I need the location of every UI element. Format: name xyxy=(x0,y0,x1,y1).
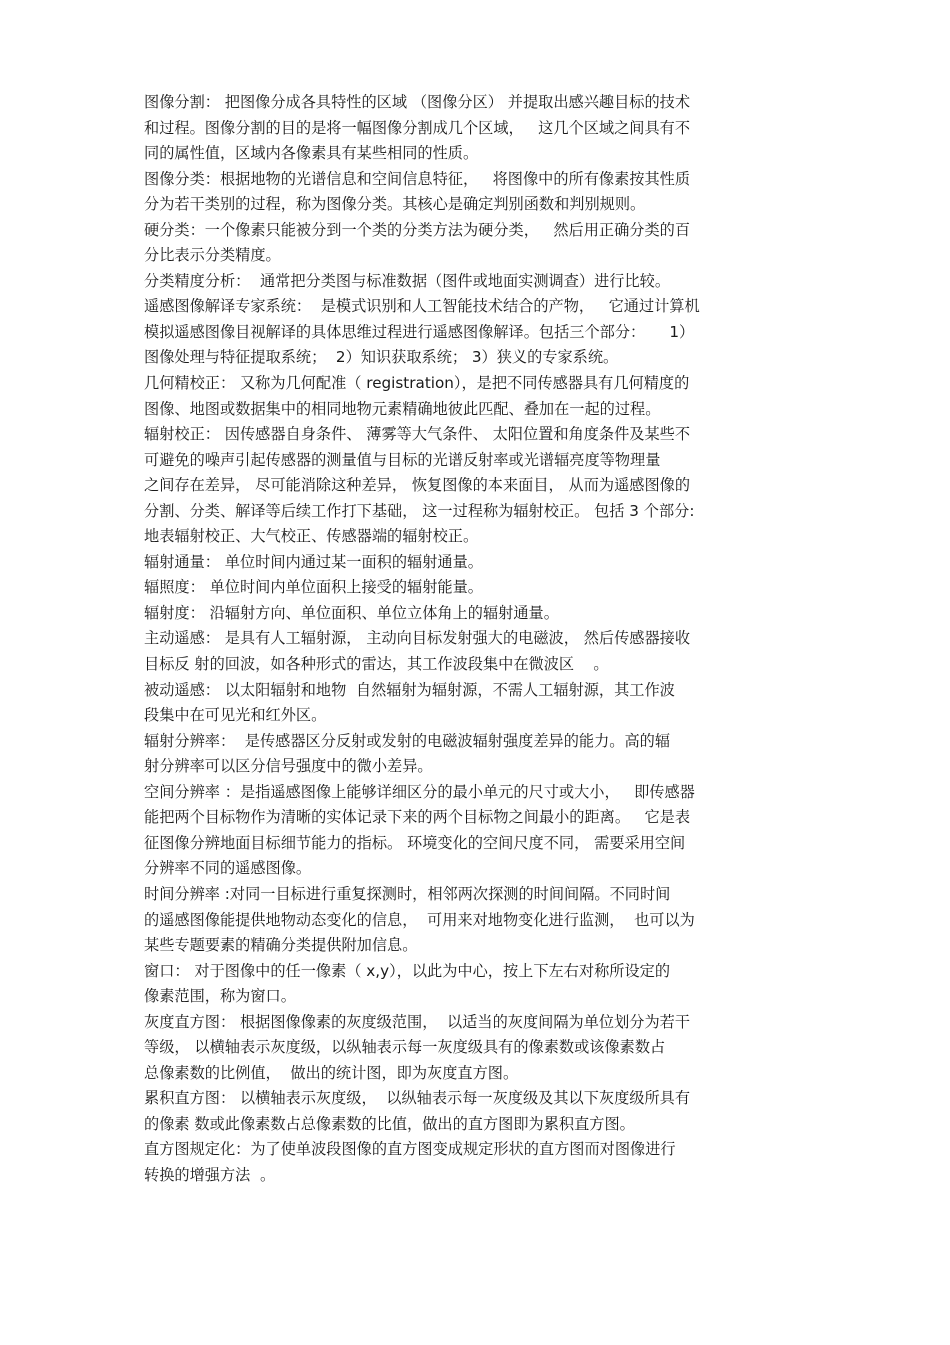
text-line: 辐射度： 沿辐射方向、单位面积、单位立体角上的辐射通量。 xyxy=(144,603,559,622)
document-body xyxy=(144,90,806,1189)
text-line: 辐射分辨率： 是传感器区分反射或发射的电磁波辐射强度差异的能力。高的辐 xyxy=(144,731,671,750)
text-line: 窗口： 对于图像中的任一像素（ x,y），以此为中心，按上下左右对称所设定的 xyxy=(144,961,671,980)
text-line: 空间分辨率 ：是指遥感图像上能够详细区分的最小单元的尺寸或大小， 即传感器 xyxy=(144,782,695,801)
text-line: 辐照度： 单位时间内单位面积上接受的辐射能量。 xyxy=(144,578,483,597)
text-line: 模拟遥感图像目视解译的具体思维过程进行遥感图像解译。包括三个部分： 1） xyxy=(144,322,695,341)
text-line: 的像素 数或此像素数占总像素数的比值，做出的直方图即为累积直方图。 xyxy=(144,1114,635,1133)
text-line: 被动遥感： 以太阳辐射和地物 自然辐射为辐射源，不需人工辐射源，其工作波 xyxy=(144,680,675,699)
text-line: 时间分辨率 :对同一目标进行重复探测时，相邻两次探测的时间间隔。不同时间 xyxy=(144,884,671,903)
text-line: 分比表示分类精度。 xyxy=(144,246,281,265)
text-line: 硬分类：一个像素只能被分到一个类的分类方法为硬分类， 然后用正确分类的百 xyxy=(144,220,691,239)
text-line: 征图像分辨地面目标细节能力的指标。 环境变化的空间尺度不同， 需要采用空间 xyxy=(144,833,686,852)
text-line: 图像、地图或数据集中的相同地物元素精确地彼此匹配、叠加在一起的过程。 xyxy=(144,399,661,418)
text-line: 分割、分类、解译等后续工作打下基础， 这一过程称为辐射校正。 包括 3 个部分: xyxy=(144,501,695,520)
text-line: 地表辐射校正、大气校正、传感器端的辐射校正。 xyxy=(144,527,479,546)
text-line: 目标反 射的回波，如各种形式的雷达，其工作波段集中在微波区 。 xyxy=(144,655,609,674)
text-line: 图像分割： 把图像分成各具特性的区域 （图像分区） 并提取出感兴趣目标的技术 xyxy=(144,93,691,111)
text-line: 分类精度分析： 通常把分类图与标准数据（图件或地面实测调查）进行比较。 xyxy=(144,271,671,290)
text-line: 的遥感图像能提供地物动态变化的信息， 可用来对地物变化进行监测， 也可以为 xyxy=(144,910,695,929)
text-line: 之间存在差异， 尽可能消除这种差异， 恢复图像的本来面目， 从而为遥感图像的 xyxy=(144,476,691,495)
text-line: 主动遥感： 是具有人工辐射源， 主动向目标发射强大的电磁波， 然后传感器接收 xyxy=(144,629,691,648)
text-line: 和过程。图像分割的目的是将一幅图像分割成几个区域， 这几个区域之间具有不 xyxy=(144,118,691,137)
text-line: 灰度直方图： 根据图像像素的灰度级范围， 以适当的灰度间隔为单位划分为若干 xyxy=(144,1012,691,1031)
text-line: 某些专题要素的精确分类提供附加信息。 xyxy=(144,936,418,955)
text-line: 遥感图像解译专家系统： 是模式识别和人工智能技术结合的产物， 它通过计算机 xyxy=(144,297,700,316)
text-line: 辐射通量： 单位时间内通过某一面积的辐射通量。 xyxy=(144,552,483,571)
text-line: 辐射校正： 因传感器自身条件、 薄雾等大气条件、 太阳位置和角度条件及某些不 xyxy=(144,425,691,444)
text-line: 段集中在可见光和红外区。 xyxy=(144,706,327,725)
text-line: 等级， 以横轴表示灰度级，以纵轴表示每一灰度级具有的像素数或该像素数占 xyxy=(144,1038,666,1057)
text-line: 图像处理与特征提取系统； 2）知识获取系统； 3）狭义的专家系统。 xyxy=(144,348,619,367)
text-line: 累积直方图： 以横轴表示灰度级， 以纵轴表示每一灰度级及其以下灰度级所具有 xyxy=(144,1089,691,1108)
text-line: 分辨率不同的遥感图像。 xyxy=(144,859,312,878)
text-line: 像素范围，称为窗口。 xyxy=(144,987,296,1006)
text-line: 能把两个目标物作为清晰的实体记录下来的两个目标物之间最小的距离。 它是表 xyxy=(144,808,691,827)
text-line: 总像素数的比例值， 做出的统计图，即为灰度直方图。 xyxy=(144,1063,519,1082)
text-line: 直方图规定化：为了使单波段图像的直方图变成规定形状的直方图而对图像进行 xyxy=(144,1140,676,1159)
text-line: 射分辨率可以区分信号强度中的微小差异。 xyxy=(144,757,433,776)
text-line: 图像分类：根据地物的光谱信息和空间信息特征， 将图像中的所有像素按其性质 xyxy=(144,169,691,188)
text-line: 分为若干类别的过程，称为图像分类。其核心是确定判别函数和判别规则。 xyxy=(144,195,646,214)
text-line: 转换的增强方法 。 xyxy=(144,1165,276,1184)
text-line: 可避免的噪声引起传感器的测量值与目标的光谱反射率或光谱辐亮度等物理量 xyxy=(144,450,661,469)
text-line: 同的属性值，区域内各像素具有某些相同的性质。 xyxy=(144,144,479,163)
text-line: 几何精校正： 又称为几何配准（ registration），是把不同传感器具有几何精度的 xyxy=(144,374,690,393)
